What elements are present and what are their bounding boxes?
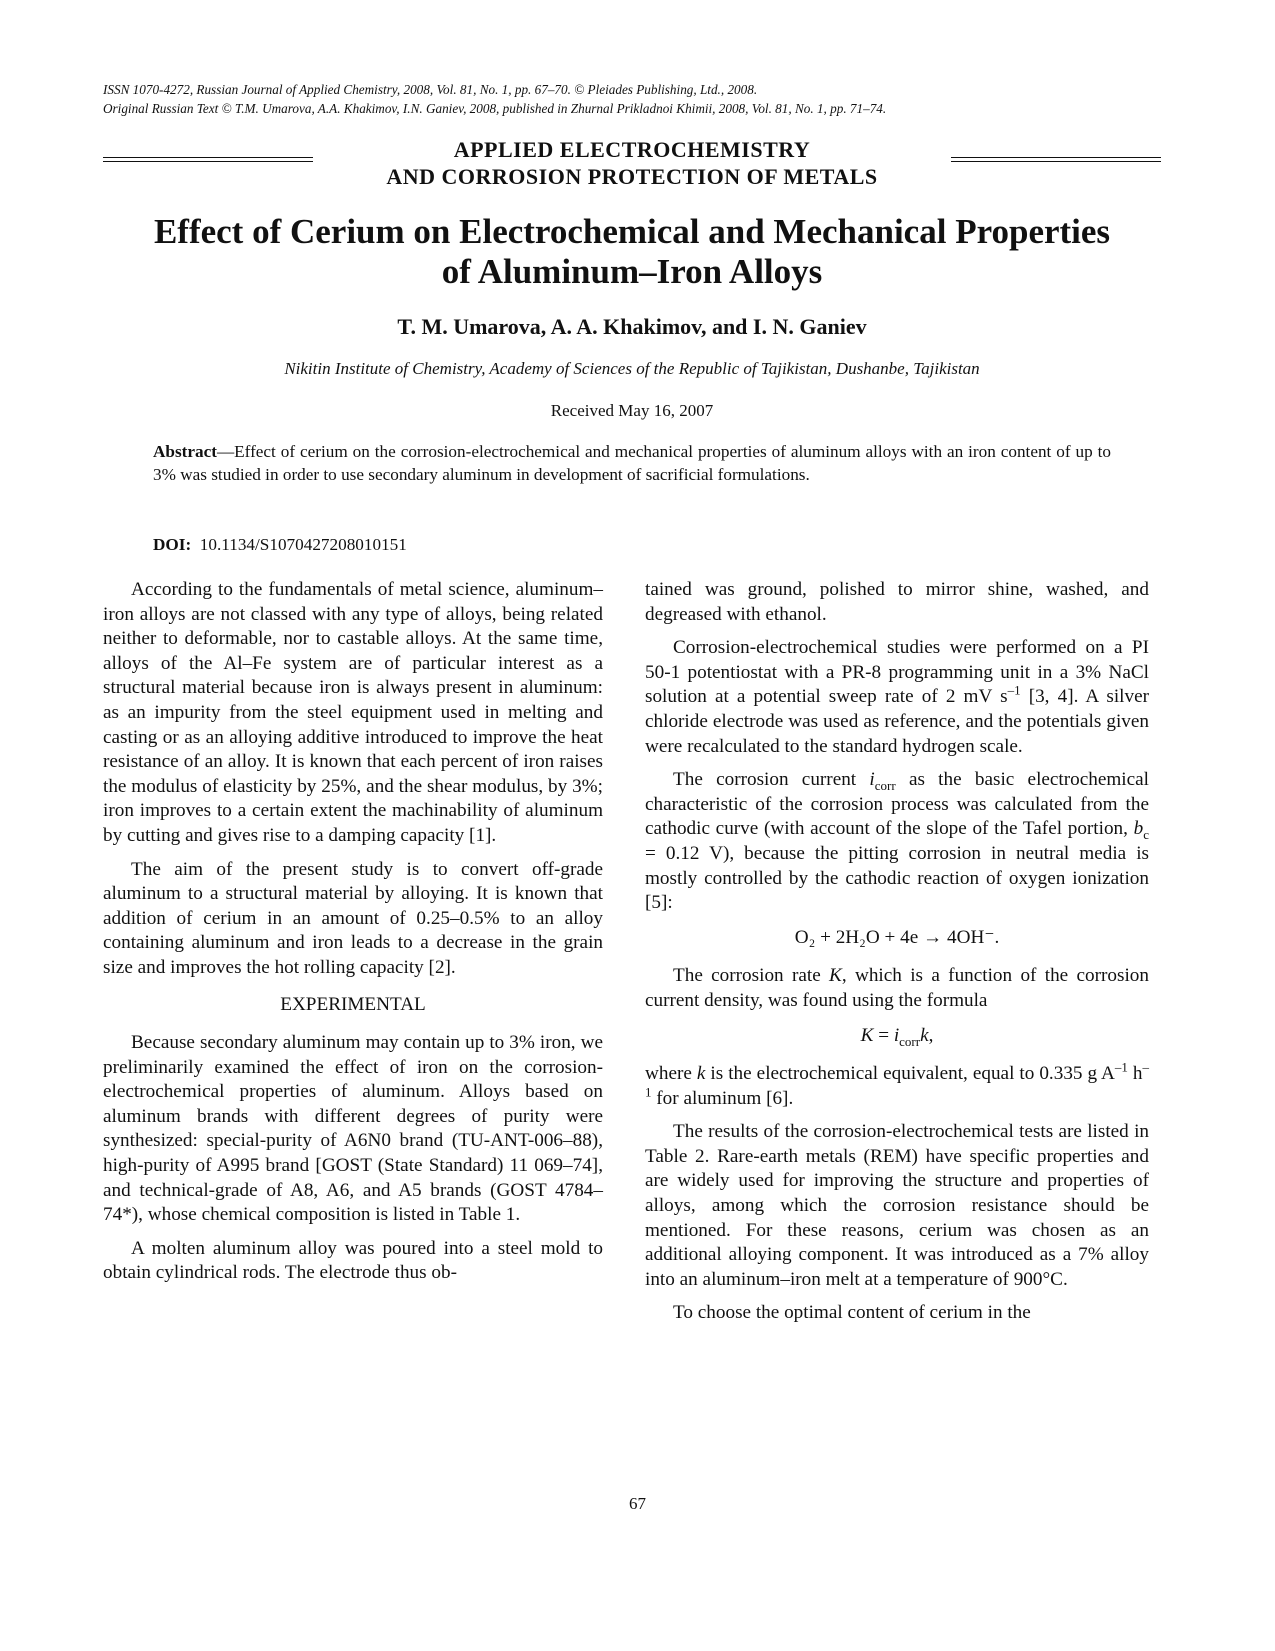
received-date: Received May 16, 2007 xyxy=(550,401,714,420)
page-number: 67 xyxy=(629,1494,646,1513)
right-column xyxy=(645,578,1149,1335)
journal-header-line1: ISSN 1070-4272, Russian Journal of Applied Chemistry, 2008, Vol. 81, No. 1, pp. 67–70. © Pleiades Publishing, Ltd., 2008. xyxy=(103,82,758,97)
text-span: , xyxy=(928,1024,934,1046)
text-span: = xyxy=(873,1024,894,1046)
superscript: –1 xyxy=(1007,682,1021,698)
section-heading-experimental: EXPERIMENTAL xyxy=(280,993,426,1015)
paper-title-line2: of Aluminum–Iron Alloys xyxy=(441,252,823,291)
equation-corrosion-rate xyxy=(645,1024,1149,1049)
symbol-i: i xyxy=(869,769,875,791)
superscript: –1 xyxy=(645,1059,1150,1100)
text-span: The corrosion current xyxy=(673,769,870,791)
subscript: c xyxy=(1143,827,1149,843)
section-heading-line1: APPLIED ELECTROCHEMISTRY xyxy=(453,137,811,162)
text-span: as the basic electrochemical characteristic of the corrosion process was calculated from the cathodic curve (with account of the slope of the Tafel portion, xyxy=(645,769,1149,840)
paragraph: The aim of the present study is to convert off-grade aluminum to a structural material by alloying. It is known that addition of cerium in an amount of 0.25–0.5% to an alloy containing aluminum and iron leads to a decrease in the grain size and improves the hot rolling capacity [2]. xyxy=(103,858,603,978)
paragraph: According to the fundamentals of metal science, aluminum–iron alloys are not classed with any type of alloys, being related neither to deformable, nor to castable alloys. At the same time, alloys of the Al–Fe system are of particular interest as a structural material because iron is always present in aluminum: as an impurity from the steel equipment used in melting and casting or as an alloying additive introduced to improve the heat resistance of an alloy. It is known that each percent of iron raises the modulus of elasticity by 25%, and the shear modulus, by 3%; iron improves to a certain extent the machinability of aluminum by cutting and gives rise to a damping capacity [1]. xyxy=(103,579,603,846)
equation-oxygen-reduction: O₂ + 2H₂O + 4e → 4OH⁻. xyxy=(794,926,1000,948)
doi xyxy=(153,533,407,556)
subscript: corr xyxy=(874,777,896,793)
paragraph: To choose the optimal content of cerium in the xyxy=(673,1302,1031,1324)
journal-header-line2: Original Russian Text © T.M. Umarova, A.A. Khakimov, I.N. Ganiev, 2008, published in Zhurnal Prikladnoi Khimii, 2008, Vol. 81, No. 1, pp. 71–74. xyxy=(103,101,887,116)
text-span: [3, 4]. A silver chloride electrode was used as reference, and the potentials given were recalculated to the standard hydrogen scale. xyxy=(645,686,1149,757)
paragraph: A molten aluminum alloy was poured into a steel mold to obtain cylindrical rods. The electrode thus ob- xyxy=(103,1237,603,1284)
symbol-b: b xyxy=(1133,818,1144,840)
text-span: h xyxy=(1127,1063,1143,1085)
paragraph: The results of the corrosion-electrochemical tests are listed in Table 2. Rare-earth metals (REM) have specific properties and are widely used for improving the structure and properties of alloys, among which the corrosion resistance should be mentioned. For these reasons, cerium was chosen as an additional alloying component. It was introduced as a 7% alloy into an aluminum–iron melt at a temperature of 900°C. xyxy=(645,1121,1149,1290)
text-span: for aluminum [6]. xyxy=(651,1087,794,1109)
abstract-text: —Effect of cerium on the corrosion-electrochemical and mechanical properties of aluminum alloys with an iron content of up to 3% was studied in order to use secondary aluminum in development of sacrificial formulations. xyxy=(153,442,1111,484)
paragraph: tained was ground, polished to mirror shine, washed, and degreased with ethanol. xyxy=(645,579,1149,625)
symbol-k: k xyxy=(696,1063,706,1085)
paragraph xyxy=(645,964,1149,1013)
paper-title-line1: Effect of Cerium on Electrochemical and Mechanical Properties xyxy=(153,212,1111,251)
symbol-K: K xyxy=(829,965,842,987)
symbol-i: i xyxy=(893,1024,900,1046)
doi-label: DOI: xyxy=(153,535,192,554)
paragraph: Because secondary aluminum may contain up to 3% iron, we preliminarily examined the effect of iron on the corrosion-electrochemical properties of aluminum. Alloys based on aluminum brands with different degrees of purity were synthesized: special-purity of A6N0 brand (TU-ANT-006–88), high-purity of A995 brand [GOST (State Standard) 11 069–74], and technical-grade of A8, A6, and A5 brands (GOST 4784–74*), whose chemical composition is listed in Table 1. xyxy=(103,1032,603,1226)
section-heading-line2: AND CORROSION PROTECTION OF METALS xyxy=(386,164,878,189)
text-span: Corrosion-electrochemical studies were performed on a PI 50-1 potentiostat with a PR-8 programming unit in a 3% NaCl solution at a potential sweep rate of 2 mV s xyxy=(645,637,1149,708)
left-column xyxy=(103,578,603,1295)
paragraph xyxy=(645,636,1149,759)
text-span: is the electrochemical equivalent, equal to 0.335 g A xyxy=(705,1063,1115,1085)
abstract-label: Abstract xyxy=(153,442,217,461)
text-span: The corrosion rate xyxy=(673,965,830,987)
symbol-k: k xyxy=(920,1024,929,1046)
subscript: corr xyxy=(899,1033,921,1049)
paragraph xyxy=(645,1059,1150,1111)
paragraph xyxy=(645,768,1149,916)
doi-value: 10.1134/S1070427208010151 xyxy=(199,535,407,554)
text-span: , which is a function of the corrosion current density, was found using the formula xyxy=(645,965,1149,1011)
abstract xyxy=(153,440,1111,486)
authors: T. M. Umarova, A. A. Khakimov, and I. N. Ganiev xyxy=(397,314,867,339)
section-heading xyxy=(103,136,1161,190)
symbol-K: K xyxy=(860,1024,874,1046)
superscript: –1 xyxy=(1114,1059,1128,1075)
affiliation: Nikitin Institute of Chemistry, Academy of Sciences of the Republic of Tajikistan, Dushanbe, Tajikistan xyxy=(284,359,980,378)
text-span: = 0.12 V), because the pitting corrosion in neutral media is mostly controlled by the cathodic reaction of oxygen ionization [5]: xyxy=(645,842,1149,914)
text-span: where xyxy=(645,1063,697,1085)
paper-title xyxy=(103,212,1161,292)
